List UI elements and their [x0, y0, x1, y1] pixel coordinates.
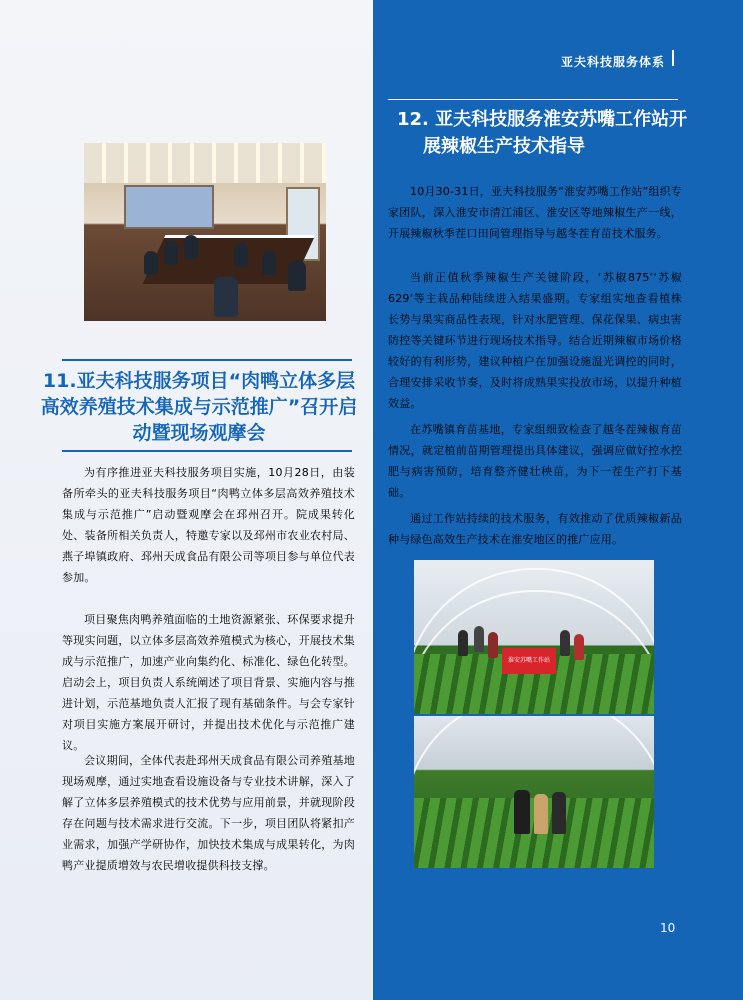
series-header: 亚夫科技服务体系	[560, 55, 665, 69]
article-11-paragraph: 会议期间，全体代表赴邳州天成食品有限公司养殖基地现场观摩，通过实地查看设施设备与专业技术讲解，深入了解了立体多层养殖模式的技术优势与应用前景，并就现阶段存在问题与技术需求进行交流。下一步，项目团队将紧扣产业需求，加强产学研协作，加快技术集成与成果转化，为肉鸭产业提质增效与农民增收提供科技支撑。	[62, 754, 355, 872]
article-11-title: 11.亚夫科技服务项目“肉鸭立体多层高效养殖技术集成与示范推广”召开启动暨现场观摩会	[40, 370, 358, 444]
heading-rule-bottom	[62, 450, 352, 452]
article-11-paragraph: 为有序推进亚夫科技服务项目实施，10月28日，由装备所牵头的亚夫科技服务项目“肉鸭立体多层高效养殖技术集成与示范推广”启动暨观摩会在邳州召开。院成果转化处、装备所相关负责人，特邀专家以及邳州市农业农村局、燕子埠镇政府、邳州天成食品有限公司等项目参与单位代表参加。	[62, 466, 355, 584]
article-12-paragraph: 通过工作站持续的技术服务，有效推动了优质辣椒新品种与绿色高效生产技术在淮安地区的推广应用。	[388, 512, 682, 546]
article-12-paragraph: 当前正值秋季辣椒生产关键阶段，‘苏椒875’‘苏椒629’等主栽品种陆续进入结果盛期。专家组实地查看植株长势与果实商品性表现，针对水肥管理、保花保果、病虫害防控等关键环节进行现场技术指导。结合近期辣椒市场价格较好的有利形势，建议种植户在加强设施温光调控的同时，合理安排采收节奏，及时将成熟果实投放市场，以提升种植效益。	[388, 271, 682, 410]
header-divider	[672, 50, 674, 66]
article-12-title	[397, 106, 697, 160]
article-12-paragraph: 在苏嘴镇育苗基地，专家组细致检查了越冬茬辣椒育苗情况，就定植前苗期管理提出具体建议，强调应做好控水控肥与病害预防，培育整齐健壮秧苗，为下一茬生产打下基础。	[388, 423, 682, 499]
workstation-banner: 淮安苏嘴工作站	[502, 648, 556, 674]
page-number: 10	[660, 921, 676, 935]
heading-rule-top	[62, 359, 352, 361]
projector-screen	[124, 185, 214, 229]
article-12-rule	[388, 99, 678, 100]
article-12-paragraph: 10月30-31日，亚夫科技服务“淮安苏嘴工作站”组织专家团队，深入淮安市清江浦区、淮安区等地辣椒生产一线，开展辣椒秋季茬口田间管理指导与越冬茬育苗技术服务。	[388, 185, 682, 240]
meeting-room-photo	[84, 143, 326, 321]
greenhouse-group-photo	[414, 560, 654, 714]
article-12-title-line2: 展辣椒生产技术指导	[423, 136, 585, 157]
seedling-nursery-photo	[414, 716, 654, 868]
article-12-title-line1: 12. 亚夫科技服务淮安苏嘴工作站开	[397, 109, 688, 130]
article-11-paragraph: 项目聚焦肉鸭养殖面临的土地资源紧张、环保要求提升等现实问题，以立体多层高效养殖模式为核心，开展技术集成与示范推广，加速产业向集约化、标准化、绿色化转型。启动会上，项目负责人系统阐述了项目背景、实施内容与推进计划，示范基地负责人汇报了现有基础条件。与会专家针对项目实施方案展开研讨，并提出技术优化与示范推广建议。	[62, 613, 355, 752]
